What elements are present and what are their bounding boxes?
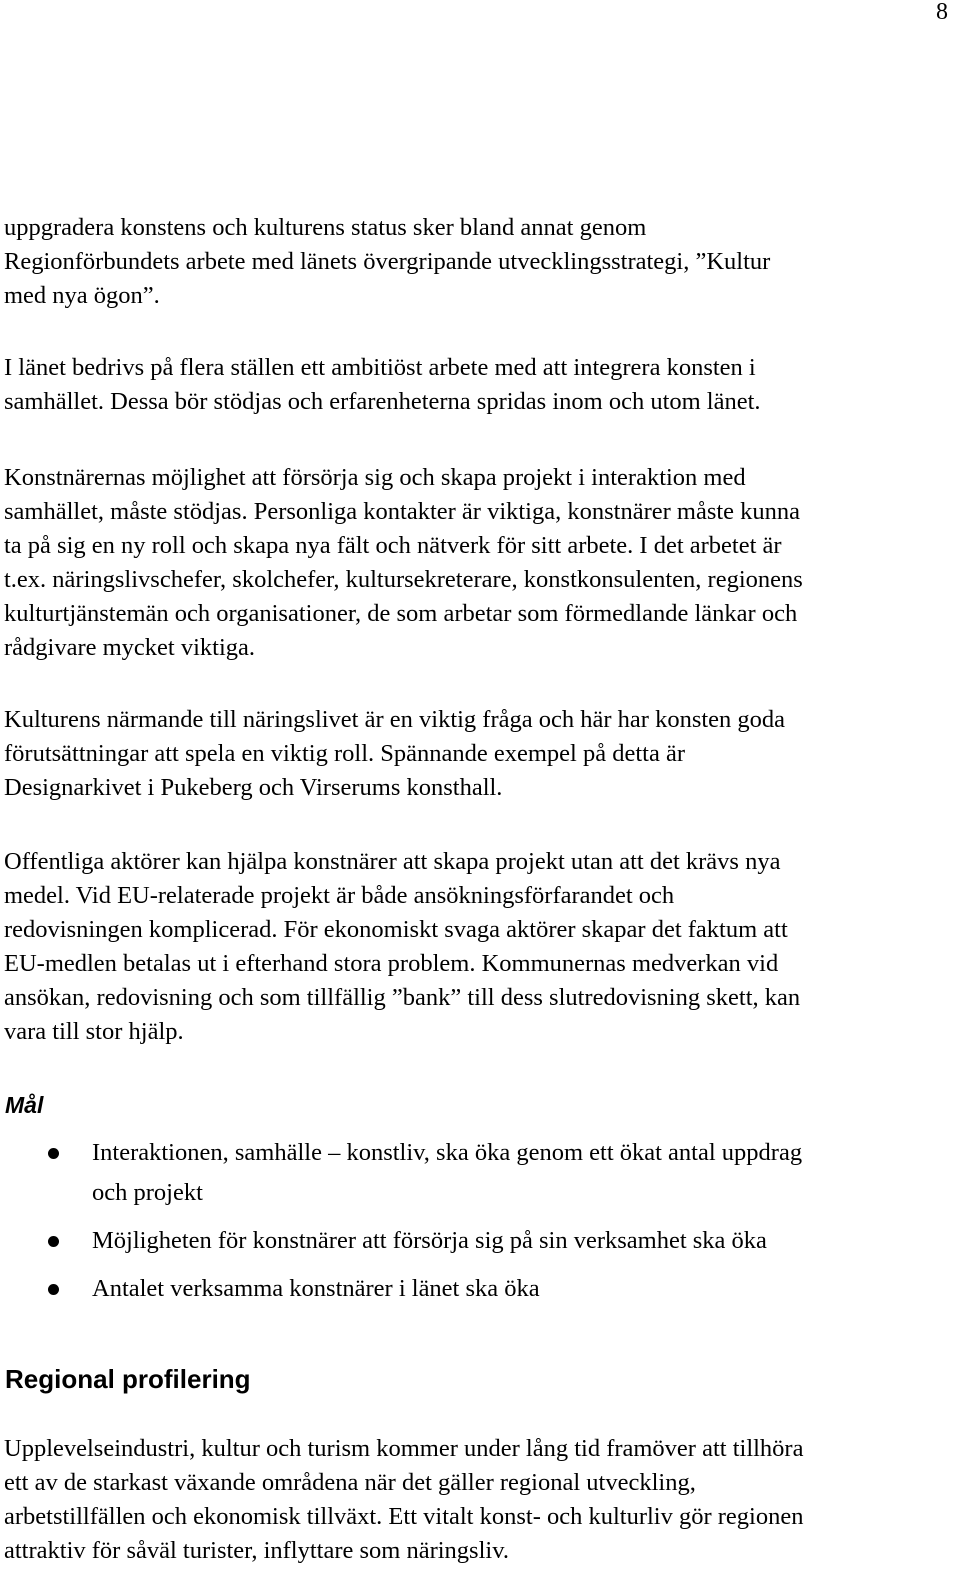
paragraph-business	[4, 703, 954, 805]
text-line: med nya ögon”.	[4, 282, 160, 309]
text-line: Regionförbundets arbete med länets övergripande utvecklingsstrategi, ”Kultur	[4, 248, 771, 275]
text-line: redovisningen komplicerad. För ekonomiskt svaga aktörer skapar det faktum att	[4, 916, 788, 943]
text-line: vara till stor hjälp.	[4, 1018, 184, 1045]
text-line: arbetstillfällen och ekonomisk tillväxt. Ett vitalt konst- och kulturliv gör regionen	[4, 1503, 804, 1530]
text-line: ett av de starkast växande områdena när det gäller regional utveckling,	[4, 1469, 696, 1496]
text-line: Möjligheten för konstnärer att försörja sig på sin verksamhet ska öka	[92, 1227, 767, 1254]
text-line: Designarkivet i Pukeberg och Virserums konsthall.	[4, 774, 503, 801]
text-line: EU-medlen betalas ut i efterhand stora problem. Kommunernas medverkan vid	[4, 950, 779, 977]
page-number: 8	[936, 0, 948, 25]
text-line: samhället, måste stödjas. Personliga kontakter är viktiga, konstnärer måste kunna	[4, 498, 801, 525]
bullet-icon	[48, 1284, 59, 1295]
text-line: rådgivare mycket viktiga.	[4, 634, 256, 661]
text-line: förutsättningar att spela en viktig roll. Spännande exempel på detta är	[4, 740, 686, 767]
text-line: I länet bedrivs på flera ställen ett ambitiöst arbete med att integrera konsten i	[4, 354, 756, 381]
text-line: Offentliga aktörer kan hjälpa konstnärer att skapa projekt utan att det krävs nya	[4, 848, 781, 875]
text-line: Kulturens närmande till näringslivet är en viktig fråga och här har konsten goda	[4, 706, 786, 733]
text-line: t.ex. näringslivschefer, skolchefer, kultursekreterare, konstkonsulenten, regionens	[4, 566, 803, 593]
bullet-icon	[48, 1148, 59, 1159]
text-line: Upplevelseindustri, kultur och turism kommer under lång tid framöver att tillhöra	[4, 1435, 804, 1462]
paragraph-artists-support	[4, 461, 954, 665]
text-line: attraktiv för såväl turister, inflyttare som näringsliv.	[4, 1537, 509, 1564]
goal-text	[92, 1133, 952, 1213]
text-line: ta på sig en ny roll och skapa nya fält och nätverk för sitt arbete. I det arbetet är	[4, 532, 782, 559]
text-line: uppgradera konstens och kulturens status sker bland annat genom	[4, 214, 647, 241]
paragraph-regional	[4, 1432, 954, 1568]
paragraph-integration	[4, 351, 954, 419]
text-line: och projekt	[92, 1179, 203, 1206]
bullet-icon	[48, 1236, 59, 1247]
goals-heading: Mål	[5, 1092, 44, 1118]
paragraph-public-actors	[4, 845, 954, 1049]
text-line: Interaktionen, samhälle – konstliv, ska öka genom ett ökat antal uppdrag	[92, 1139, 803, 1166]
text-line: kulturtjänstemän och organisationer, de som arbetar som förmedlande länkar och	[4, 600, 798, 627]
goal-text	[92, 1269, 952, 1309]
goal-text	[92, 1221, 952, 1261]
text-line: Antalet verksamma konstnärer i länet ska öka	[92, 1275, 540, 1302]
text-line: medel. Vid EU-relaterade projekt är både ansökningsförfarandet och	[4, 882, 675, 909]
section-heading: Regional profilering	[5, 1364, 251, 1394]
text-line: ansökan, redovisning och som tillfällig ”bank” till dess slutredovisning skett, kan	[4, 984, 801, 1011]
text-line: samhället. Dessa bör stödjas och erfarenheterna spridas inom och utom länet.	[4, 388, 761, 415]
text-line: Konstnärernas möjlighet att försörja sig och skapa projekt i interaktion med	[4, 464, 746, 491]
paragraph-art-status	[4, 211, 954, 313]
